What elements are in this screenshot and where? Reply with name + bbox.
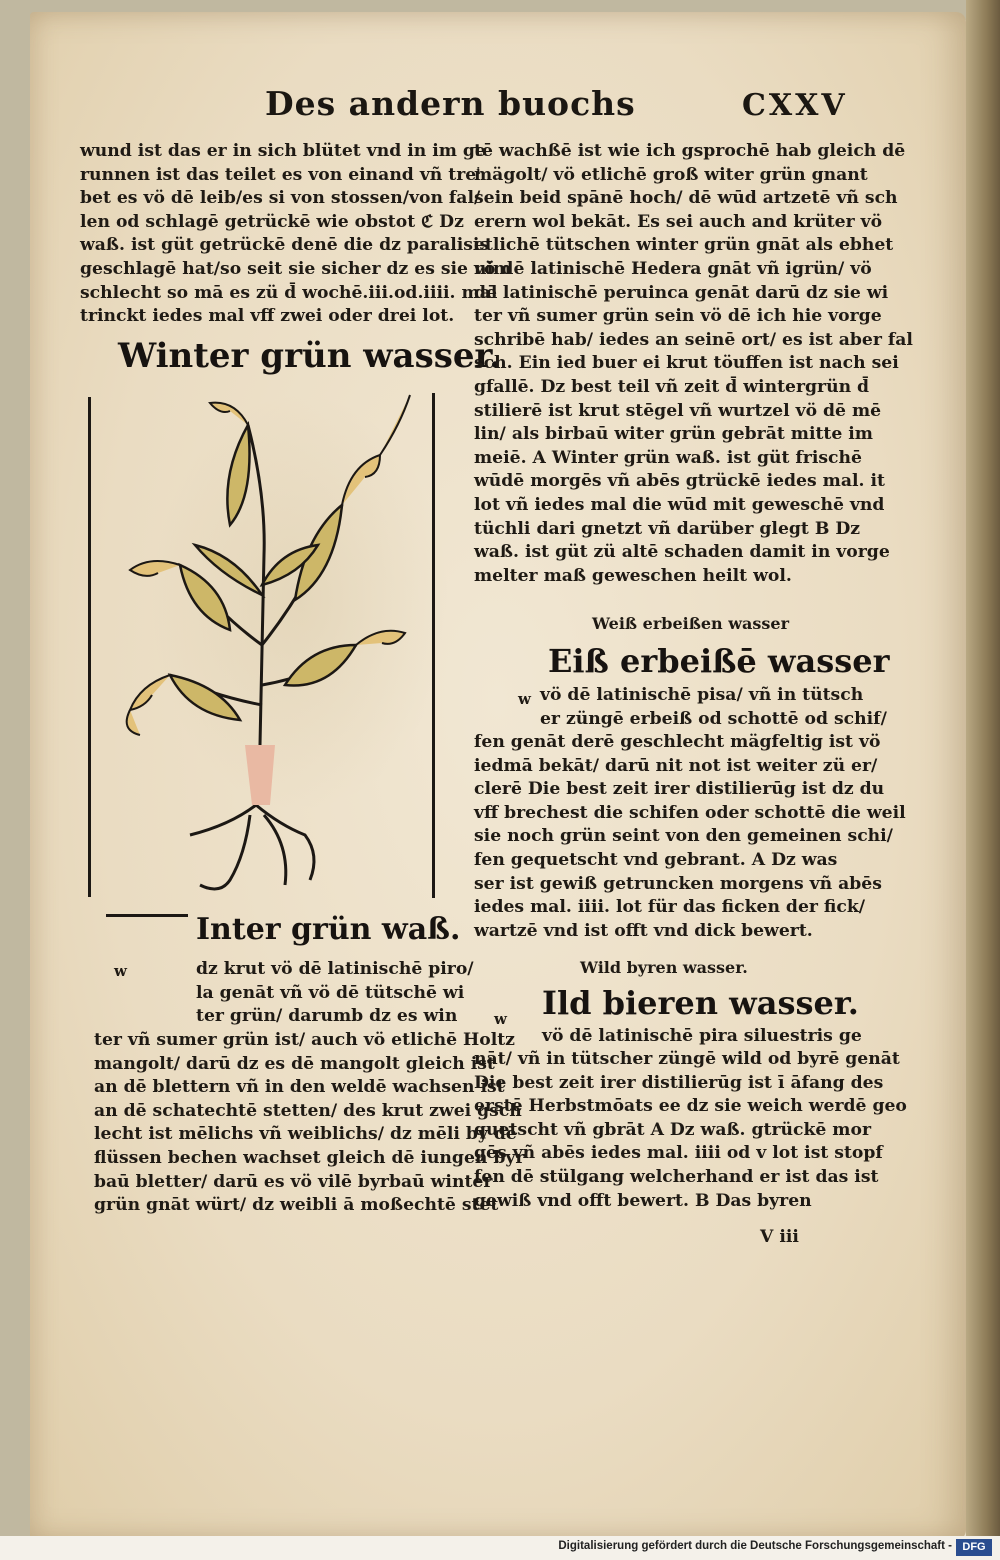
running-title: Des andern buochs [265, 84, 636, 123]
text-line: ter vñ sumer grün ist/ auch vö etlichē Holtz [94, 1030, 515, 1050]
text-line: etlichē tütschen winter grün gnāt als ebhet [474, 235, 894, 256]
text-line: mägolt/ vö etlichē groß witer grün gnant [474, 164, 868, 185]
text-line: lecht ist mēlichs vñ weiblichs/ dz mēli by dē [94, 1124, 517, 1145]
text-line: trinckt iedes mal vff zwei oder drei lot. [80, 306, 455, 327]
text-line: dz krut vö dē latinischē piro/ [196, 959, 474, 979]
text-line: meiē. A Winter grün waß. ist güt frischē [474, 447, 862, 468]
text-line: erern wol bekāt. Es sei auch and krüter vö [474, 211, 883, 232]
text-line: erstē Herbstmōats ee dz sie weich werdē geo [474, 1096, 907, 1117]
text-line: sch. Ein ied buer ei krut töuffen ist nach sei [474, 353, 899, 374]
text-line: vff brechest die schifen oder schottē die weil [474, 802, 906, 823]
text-line: iedes mal. iiii. lot für das ficken der fick/ [474, 897, 866, 918]
text-line: fen genāt derē geschlecht mägfeltig ist vö [474, 732, 881, 752]
margin-letter-w: w [494, 1010, 507, 1028]
text-line: melter maß geweschen heilt wol. [474, 565, 792, 586]
text-line: tē wachßē ist wie ich gsprochē hab gleich dē [474, 141, 906, 161]
text-line: iedmā bekāt/ darū nit not ist weiter zü er/ [474, 755, 878, 776]
text-line: gēs vñ abēs iedes mal. iiii od v lot ist stopf [474, 1143, 883, 1164]
section-heading-erbeissen: Eiß erbeißē wasser [548, 642, 890, 680]
left-column-top-text [80, 140, 511, 329]
rule-under-illustration [106, 914, 188, 917]
text-line: fen dē stülgang welcherhand er ist das ist [474, 1166, 879, 1187]
section-subheading-inter-gruen: Inter grün waß. [196, 912, 461, 947]
text-line: Die best zeit irer distilierūg ist ī āfang des [474, 1072, 884, 1093]
caption-wild-byren: Wild byren wasser. [580, 958, 748, 977]
margin-letter-w: w [518, 690, 531, 708]
text-line: an dē blettern vñ in den weldē wachsen ist [94, 1077, 505, 1098]
text-line: wund ist das er in sich blütet vnd in im ge [80, 141, 486, 161]
text-line: geschlagē hat/so seit sie sicher dz es sie nim [80, 258, 512, 279]
woodcut-frame-left [88, 397, 91, 897]
book-spine [966, 0, 1000, 1560]
text-line: clerē Die best zeit irer distilierūg ist dz du [474, 779, 885, 800]
woodcut-illustration [80, 385, 450, 925]
footer-bar [0, 1536, 1000, 1560]
text-line: baū bletter/ darū es vö vilē byrbaū winter [94, 1171, 493, 1192]
margin-letter-w: w [114, 962, 127, 980]
text-line: vö dē latinischē pira siluestris ge [542, 1026, 862, 1046]
text-line: stilierē ist krut stēgel vñ wurtzel vö dē mē [474, 400, 882, 421]
text-line: waß. ist güt zü altē schaden damit in vorge [474, 542, 890, 563]
text-line: sie noch grün seint von den gemeinen schi/ [474, 826, 893, 847]
text-line: flüssen bechen wachset gleich dē iungen byr [94, 1147, 525, 1168]
text-line: nāt/ vñ in tütscher züngē wild od byrē genāt [474, 1049, 900, 1069]
text-line: la genāt vñ vö dē tütschē wi [196, 982, 465, 1003]
text-line: gewiß vnd offt bewert. B Das byren [474, 1190, 812, 1211]
text-line: ter grün/ darumb dz es win [196, 1006, 458, 1027]
text-line: ser ist gewiß getruncken morgens vñ abēs [474, 873, 882, 894]
section-heading-winter-gruen: Winter grün wasser. [118, 336, 502, 376]
text-line: lot vñ iedes mal die wūd mit geweschē vnd [474, 494, 885, 515]
text-line: bet es vö dē leib/es si von stossen/von fal/ [80, 188, 481, 209]
text-line: wartzē vnd ist offt vnd dick bewert. [474, 920, 813, 941]
caption-weiss-erbeissen: Weiß erbeißen wasser [592, 614, 790, 633]
text-line: an dē schatechtē stetten/ des krut zwei gsch [94, 1100, 522, 1121]
left-column-indented-text [196, 958, 474, 1029]
text-line: fen gequetscht vnd gebrant. A Dz was [474, 849, 838, 870]
erbeissen-body-text [474, 731, 906, 943]
text-line: er züngē erbeiß od schottē od schif/ [540, 708, 887, 729]
folio-number: CXXV [742, 88, 848, 123]
woodcut-frame-right [432, 393, 435, 898]
text-line: runnen ist das teilet es von einand vñ treⁱ [80, 164, 481, 185]
text-line: vö dē latinischē pisa/ vñ in tütsch [540, 685, 864, 705]
left-column-bottom-text [94, 1029, 524, 1218]
section-heading-wild-bieren: Ild bieren wasser. [542, 984, 859, 1022]
text-line: lin/ als birbaū witer grün gebrāt mitte im [474, 424, 873, 445]
text-line: quetscht vñ gbrāt A Dz waß. gtrückē mor [474, 1119, 871, 1140]
text-line: wūdē morgēs vñ abēs gtrückē iedes mal. it [474, 471, 885, 492]
text-line: grün gnāt würt/ dz weibli ā moßechtē stet [94, 1195, 499, 1216]
text-line: sein beid spānē hoch/ dē wūd artzetē vñ sch [474, 188, 898, 209]
wild-bieren-indented-text [542, 1025, 862, 1049]
text-line: schlecht so mā es zü d̄ wochē.iii.od.iiii. mal [80, 282, 498, 303]
wild-bieren-body-text [474, 1048, 907, 1213]
footer-credit: Digitalisierung gefördert durch die Deutsche Forschungsgemeinschaft - [558, 1540, 952, 1552]
text-line: waß. ist güt getrückē denē die dz paralisis [80, 235, 490, 256]
text-line: dē latinischē peruinca genāt darū dz sie wi [474, 282, 889, 303]
text-line: schribē hab/ iedes an seinē ort/ es ist aber fal [474, 329, 913, 350]
erbeissen-indented-text [540, 684, 887, 731]
text-line: tüchli dari gnetzt vñ darüber glegt B Dz [474, 518, 860, 539]
text-line: gfallē. Dz best teil vñ zeit d̄ wintergrün d̄ [474, 376, 870, 397]
dfg-logo: DFG [956, 1539, 992, 1556]
text-line: mangolt/ darū dz es dē mangolt gleich ist [94, 1053, 495, 1074]
text-line: ter vñ sumer grün sein vö dē ich hie vorge [474, 306, 882, 327]
text-line: vö dē latinischē Hedera gnāt vñ igrün/ vö [474, 258, 872, 279]
signature-mark: V iii [760, 1227, 799, 1247]
right-column-top-text [474, 140, 913, 588]
text-line: len od schlagē getrückē wie obstot ℭ Dz [80, 211, 464, 232]
